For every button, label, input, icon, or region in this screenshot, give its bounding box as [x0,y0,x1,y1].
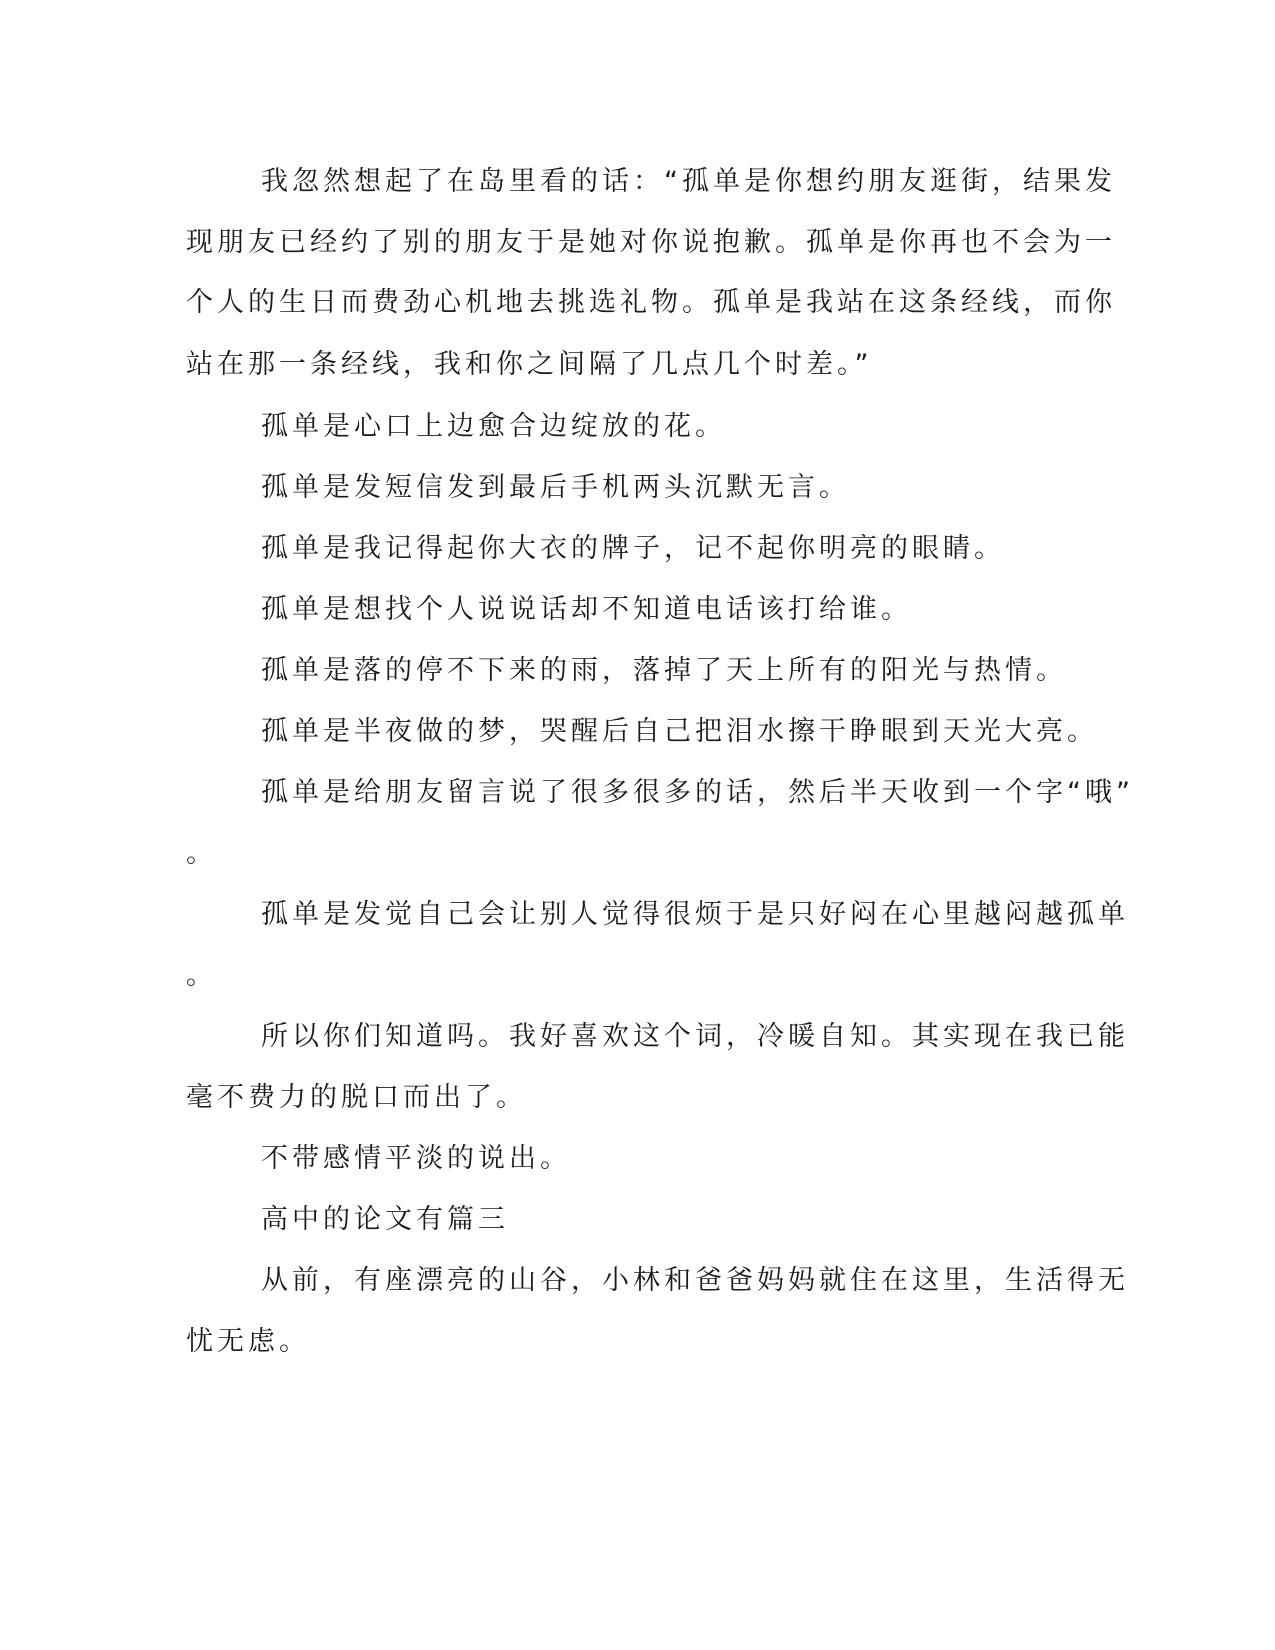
text-line: 。 [186,960,217,991]
text-line: 孤单是发觉自己会让别人觉得很烦于是只好闷在心里越闷越孤单 [261,899,1129,930]
text-line: 所以你们知道吗。我好喜欢这个词，冷暖自知。其实现在我已能 [261,1021,1129,1052]
text-line: 孤单是落的停不下来的雨，落掉了天上所有的阳光与热情。 [261,655,1067,686]
text-line: 从前，有座漂亮的山谷，小林和爸爸妈妈就住在这里，生活得无 [261,1265,1129,1296]
text-line: 毫不费力的脱口而出了。 [186,1082,527,1113]
text-line: 孤单是给朋友留言说了很多很多的话，然后半天收到一个字“哦” [261,777,1134,808]
text-line: 孤单是发短信发到最后手机两头沉默无言。 [261,472,850,503]
text-line: 忧无虑。 [186,1326,310,1357]
text-line: 不带感情平淡的说出。 [261,1143,571,1174]
section-heading: 高中的论文有篇三 [261,1204,509,1235]
text-line: 。 [186,838,217,869]
text-line: 孤单是想找个人说说话却不知道电话该打给谁。 [261,594,912,625]
text-line: 个人的生日而费劲心机地去挑选礼物。孤单是我站在这条经线，而你 [186,287,1116,318]
text-line: 孤单是半夜做的梦，哭醒后自己把泪水擦干睁眼到天光大亮。 [261,716,1098,747]
text-line: 我忽然想起了在岛里看的话：“孤单是你想约朋友逛街，结果发 [261,166,1116,197]
text-line: 孤单是心口上边愈合边绽放的花。 [261,411,726,442]
text-line: 站在那一条经线，我和你之间隔了几点几个时差。” [186,349,873,380]
text-line: 现朋友已经约了别的朋友于是她对你说抱歉。孤单是你再也不会为一 [186,227,1116,258]
text-line: 孤单是我记得起你大衣的牌子，记不起你明亮的眼睛。 [261,533,1005,564]
